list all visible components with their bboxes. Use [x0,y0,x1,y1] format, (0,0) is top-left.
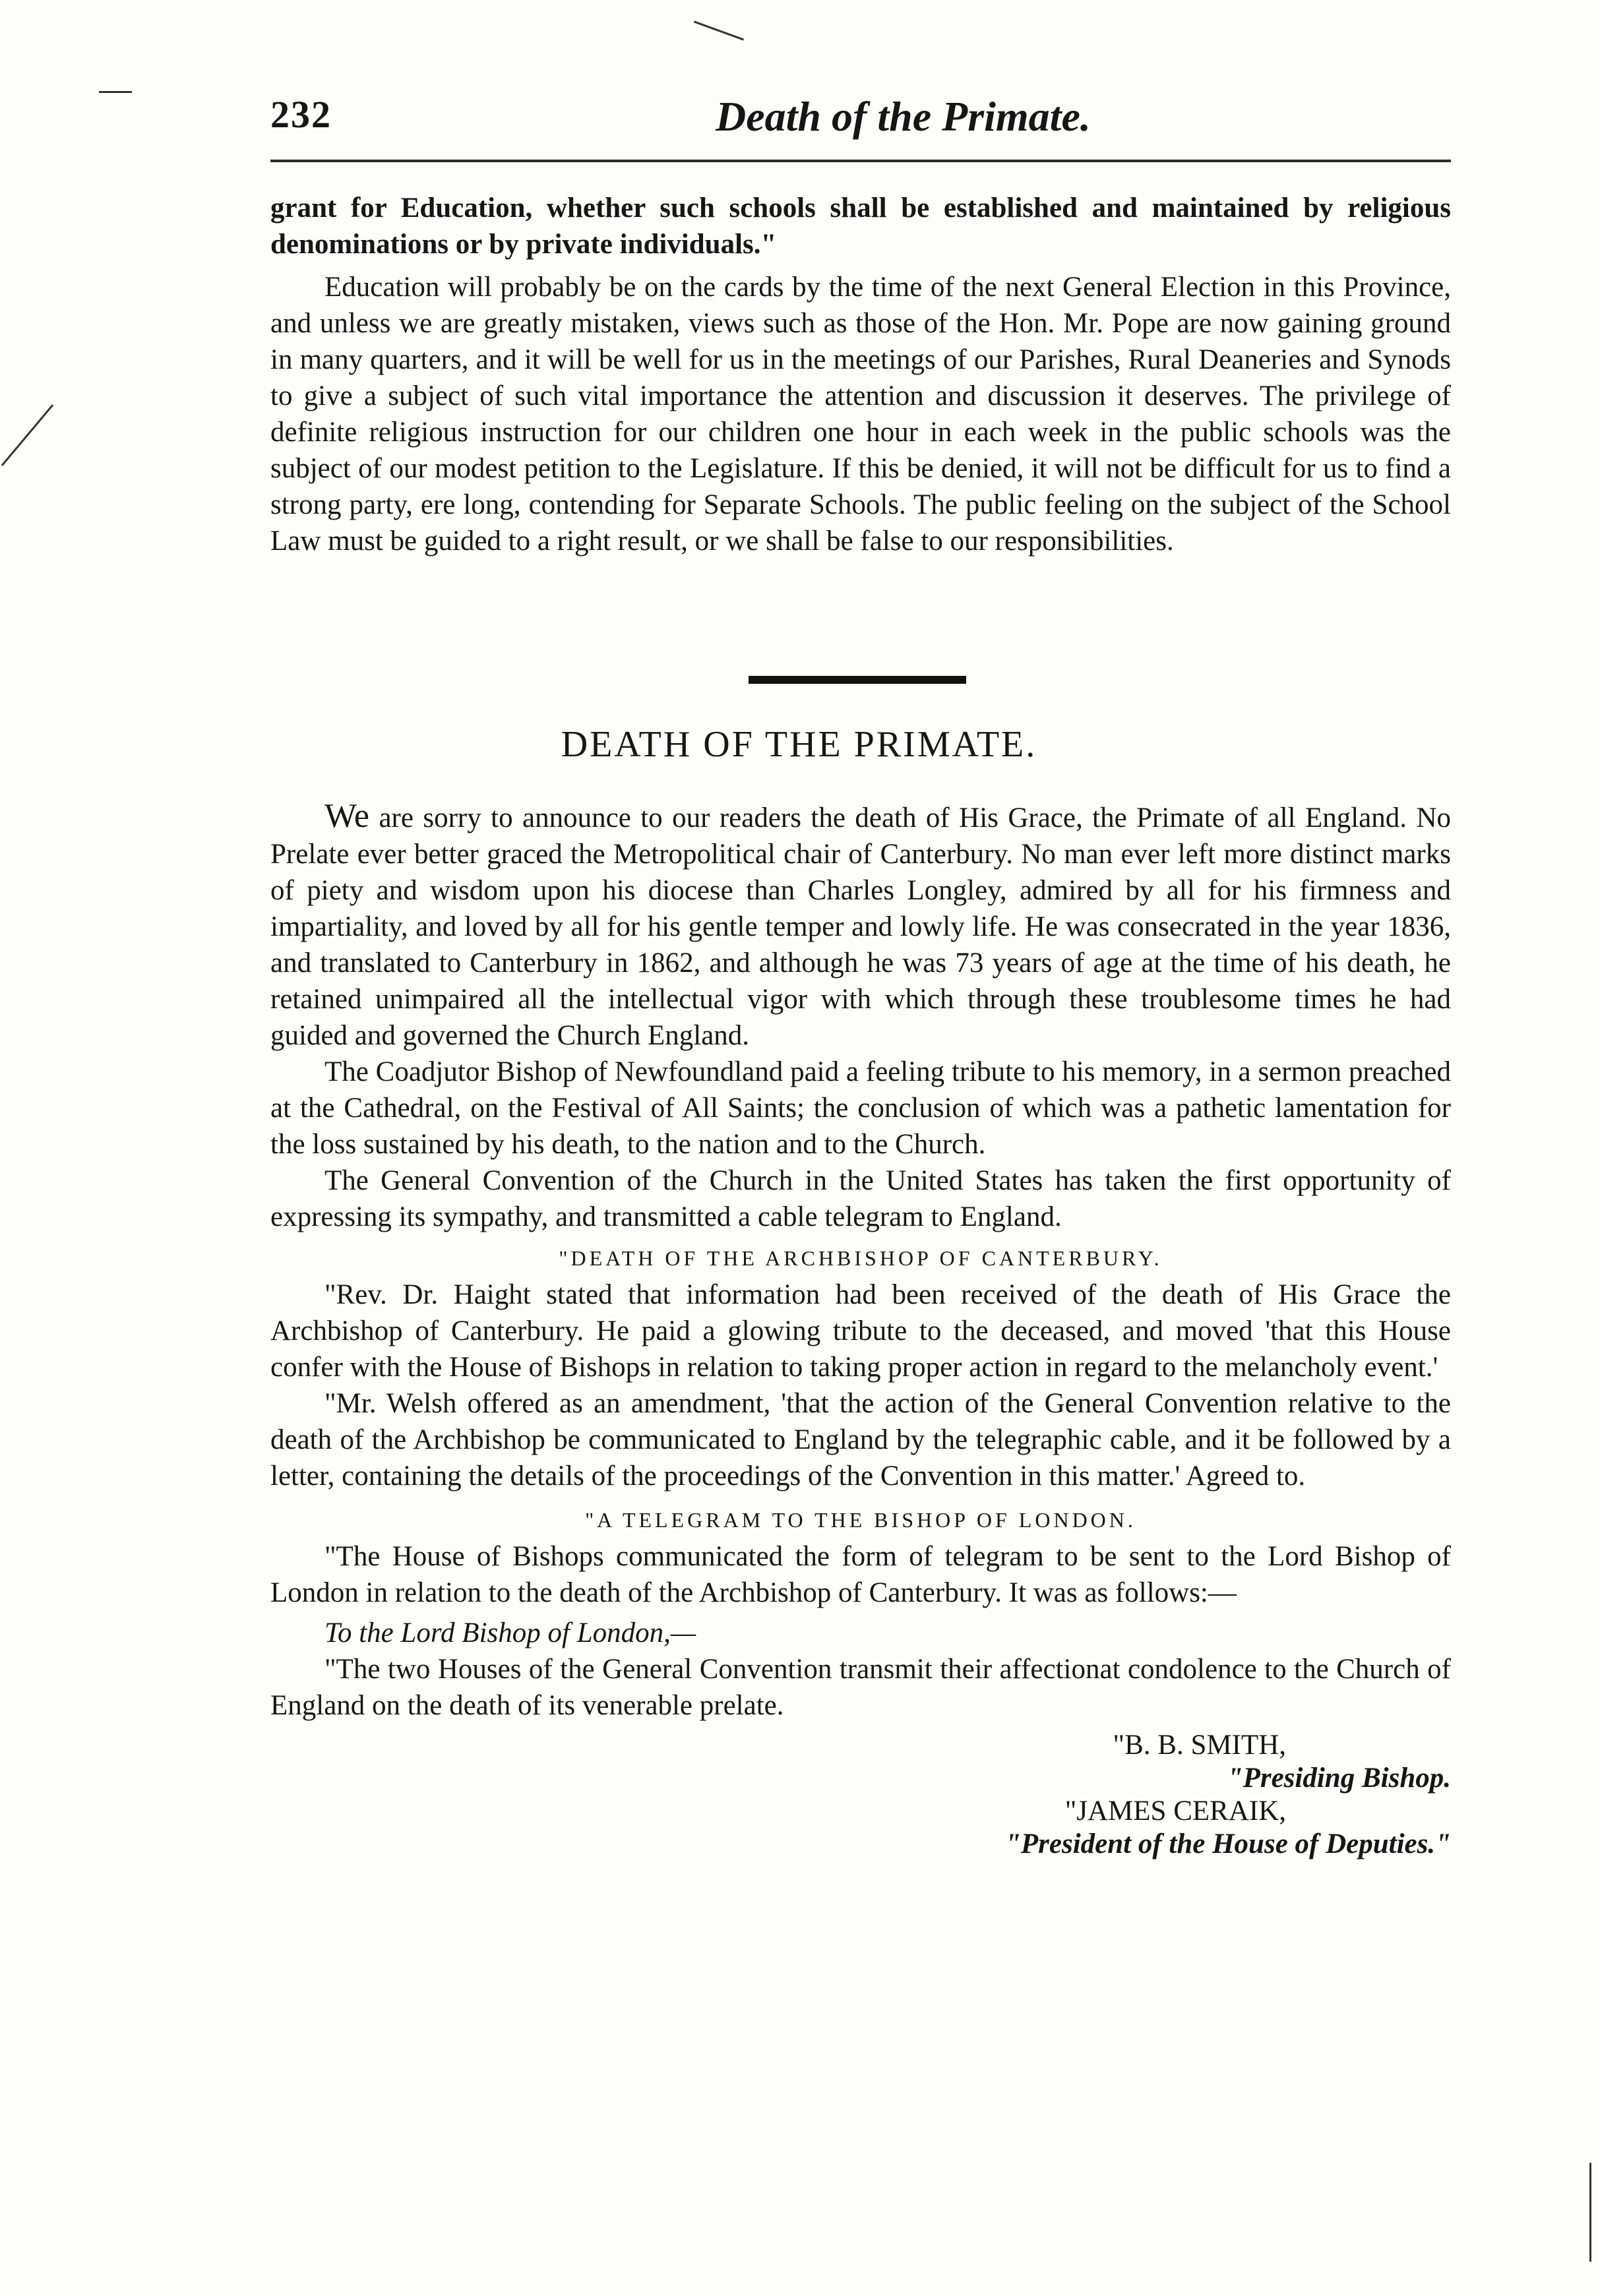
primate-article [270,798,1451,1861]
telegram-text: "The two Houses of the General Convention transmit their affectionat condolence to the Church of England on the death of its venerable prelate. [270,1654,1451,1721]
signature-2-name: "JAMES CERAIK, [1064,1796,1286,1827]
education-paragraph: Education will probably be on the cards by the time of the next General Election in this Province, and unless we are greatly mistaken, views such as those of the Hon. Mr. Pope are now gaining ground in many quarters, and it will be well for us in the meetings of our Parishes, Rural Deaneries and Synods to give a subject of such vital importance the attention and discussion it deserves. The privilege of definite religious instruction for our children one hour in each week in the public schools was the subject of our modest petition to the Legislature. If this be denied, it will not be difficult for us to find a strong party, ere long, contending for Separate Schools. The public feeling on the subject of the School Law must be guided to a right result, or we shall be false to our responsibilities. [270,272,1451,557]
running-title: Death of the Primate. [716,93,1091,140]
quote-haight: "Rev. Dr. Haight stated that information had been received of the death of His Grace the Archbishop of Canterbury. He paid a glowing tribute to the deceased, and moved 'that this House confer with the House of Bishops in relation to taking proper action in regard to the melancholy event.' [270,1279,1451,1383]
dropcap-word: We [324,797,369,835]
primate-paragraph-1 [270,798,1451,1054]
primate-paragraph-1-text: are sorry to announce to our readers the death of His Grace, the Primate of all England. No Prelate ever better graced the Metropolitical chair of Canterbury. No man ever left more distinct marks of piety and wisdom upon his diocese than Charles Longley, admired by all for his firmness and impartiality, and loved by all for his gentle temper and lowly life. He was consecrated in the year 1836, and translated to Canterbury in 1862, and although he was 73 years of age at the time of his death, he retained unimpaired all the intellectual vigor with which through these troublesome times he had guided and governed the Church England. [270,802,1451,1051]
header-rule [270,160,1451,162]
signature-2-title: "President of the House of Deputies." [1005,1828,1451,1859]
quote-house-of-bishops: "The House of Bishops communicated the form of telegram to be sent to the Lord Bishop of London in relation to the death of the Archbishop of Canterbury. It was as follows:— [270,1541,1451,1608]
subheading-death-archbishop: "DEATH OF THE ARCHBISHOP OF CANTERBURY. [559,1246,1163,1270]
scan-mark [1,404,53,466]
signature-1-name: "B. B. SMITH, [1113,1730,1286,1761]
education-continuation [270,190,1451,262]
scan-mark [99,91,132,93]
scan-mark [694,20,744,40]
section-heading: DEATH OF THE PRIMATE. [561,724,1037,765]
education-article [270,269,1451,559]
signature-1-title: "Presiding Bishop. [1227,1763,1451,1794]
salutation: To the Lord Bishop of London,— [324,1617,696,1648]
primate-paragraph-2: The Coadjutor Bishop of Newfoundland paid a feeling tribute to his memory, in a sermon preached at the Cathedral, on the Festival of All Saints; the conclusion of which was a pathetic lamentation for the loss sustained by his death, to the nation and to the Church. [270,1056,1451,1160]
subheading-telegram: "A TELEGRAM TO THE BISHOP OF LONDON. [585,1508,1136,1532]
section-divider-rule [749,676,966,684]
quote-welsh: "Mr. Welsh offered as an amendment, 'that the action of the General Convention relative to the death of the Archbishop be communicated to England by the telegraphic cable, and it be followed by a letter, containing the details of the proceedings of the Convention in this matter.' Agreed to. [270,1388,1451,1492]
primate-paragraph-3: The General Convention of the Church in the United States has taken the first opportunity of expressing its sympathy, and transmitted a cable telegram to England. [270,1165,1451,1232]
scan-mark [1589,2163,1591,2262]
continued-paragraph: grant for Education, whether such schools shall be established and maintained by religious denominations or by private individuals." [270,193,1451,260]
page-number: 232 [270,93,332,136]
